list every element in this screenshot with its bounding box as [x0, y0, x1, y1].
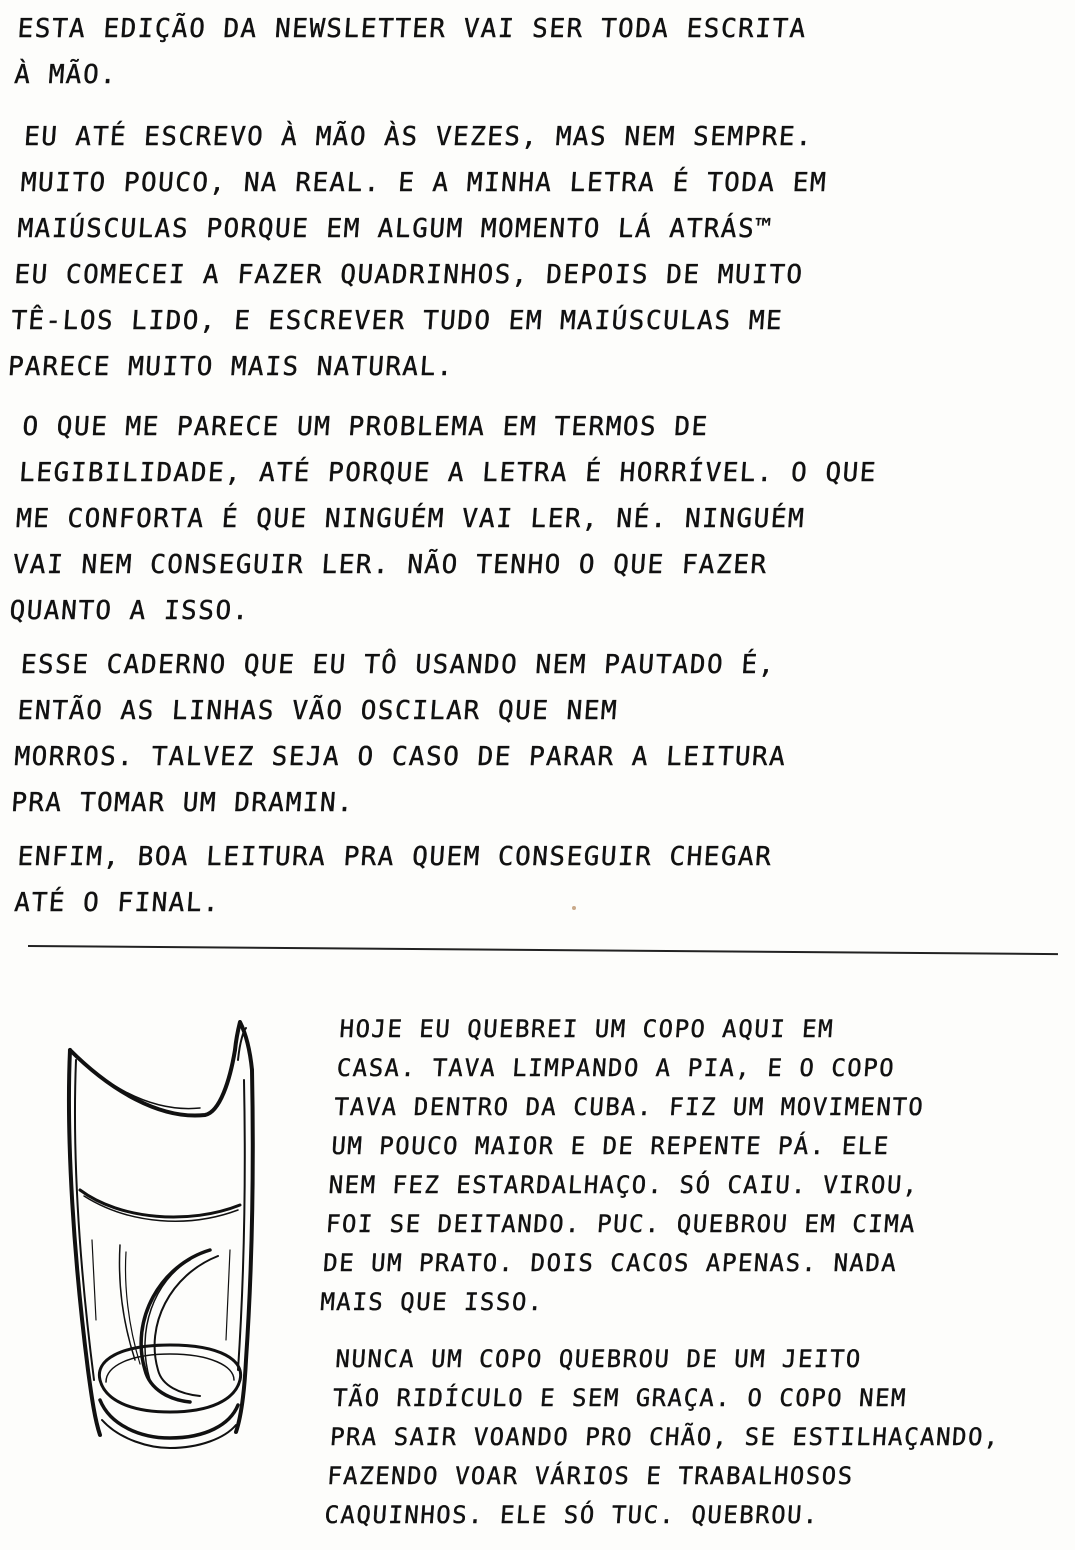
intro-paragraph-2: EU ATÉ ESCREVO À MÃO ÀS VEZES, MAS NEM SEMPRE. MUITO POUCO, NA REAL. E A MINHA LETRA É TODA EM MAIÚSCULAS PORQUE EM ALGUM MOMENTO LÁ ATRÁS™ EU COMECEI A FAZER QUADRINHOS, DEPOIS DE MUITO TÊ-LOS LIDO, E ESCREVER TUDO EM MAIÚSCULAS ME PARECE MUITO MAIS NATURAL. — [6, 122, 829, 382]
intro-paragraph-3: O QUE ME PARECE UM PROBLEMA EM TERMOS DE LEGIBILIDADE, ATÉ PORQUE A LETRA É HORRÍVEL. O QUE ME CONFORTA É QUE NINGUÉM VAI LER, NÉ. NINGUÉM VAI NEM CONSEGUIR LER. NÃO TENHO O QUE FAZER QUANTO A ISSO. — [8, 412, 878, 626]
intro-paragraph-4: ESSE CADERNO QUE EU TÔ USANDO NEM PAUTADO É, ENTÃO AS LINHAS VÃO OSCILAR QUE NEM MORROS. TALVEZ SEJA O CASO DE PARAR A LEITURA PRA TOMAR UM DRAMIN. — [10, 650, 788, 818]
section-divider — [28, 945, 1058, 955]
intro-paragraph-5: ENFIM, BOA LEITURA PRA QUEM CONSEGUIR CHEGAR ATÉ O FINAL. — [13, 842, 774, 918]
story-paragraph-1: HOJE EU QUEBREI UM COPO AQUI EM CASA. TAVA LIMPANDO A PIA, E O COPO TAVA DENTRO DA CUBA. FIZ UM MOVIMENTO UM POUCO MAIOR E DE REPENTE PÁ. ELE NEM FEZ ESTARDALHAÇO. SÓ CAIU. VIROU, FOI SE DEITANDO. PUC. QUEBROU EM CIMA DE UM PRATO. DOIS CACOS APENAS. NADA MAIS QUE ISSO. — [319, 1015, 926, 1316]
ink-speck — [572, 906, 576, 910]
broken-glass-sketch-icon — [40, 1020, 320, 1500]
story-paragraph-2: NUNCA UM COPO QUEBROU DE UM JEITO TÃO RIDÍCULO E SEM GRAÇA. O COPO NEM PRA SAIR VOANDO PRO CHÃO, SE ESTILHAÇANDO, FAZENDO VOAR VÁRIOS E TRABALHOSOS CAQUINHOS. ELE SÓ TUC. QUEBROU. — [323, 1345, 1001, 1529]
intro-paragraph-1: ESTA EDIÇÃO DA NEWSLETTER VAI SER TODA ESCRITA À MÃO. — [13, 14, 808, 90]
